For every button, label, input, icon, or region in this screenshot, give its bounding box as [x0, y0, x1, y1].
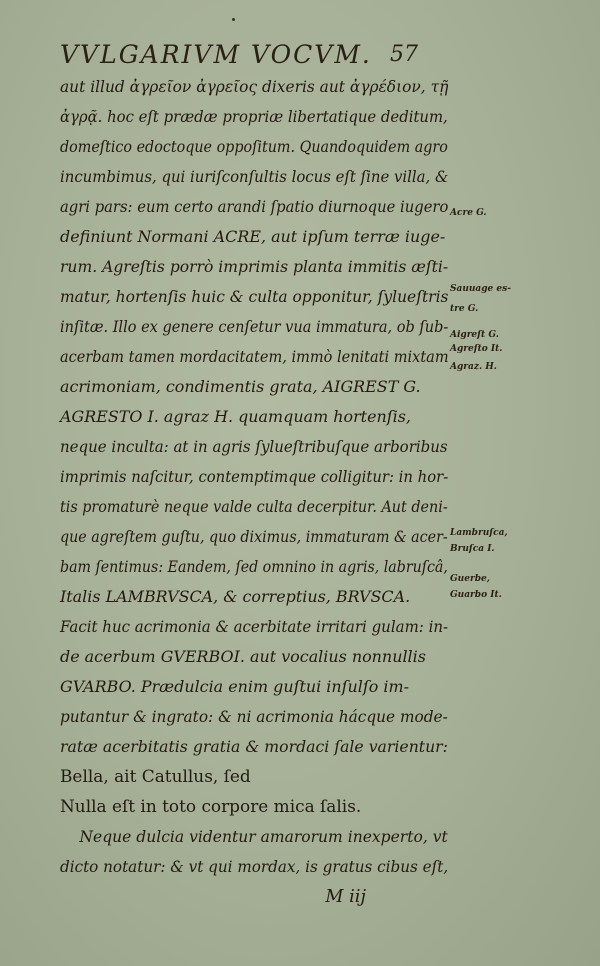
text-line: neque inculta: at in agris ſylueſtribuſque arboribus	[60, 437, 448, 456]
text-line: inſitæ. Illo ex genere cenſetur vua immatura, ob ſub-	[60, 317, 449, 336]
text-line: imprimis naſcitur, contemptimque colligitur: in hor-	[60, 467, 449, 486]
text-line: matur, hortenſis huic & culta opponitur, ſylueſtris	[60, 287, 449, 306]
text-line: bam ſentimus: Eandem, ſed omnino in agris, labruſcâ,	[60, 557, 448, 576]
text-line: ratæ acerbitatis gratia & mordaci ſale varientur:	[60, 737, 448, 756]
margin-note: Lambruſca,	[450, 528, 508, 538]
margin-note: Acre G.	[450, 208, 487, 218]
text-line: de acerbum GVERBOI. aut vocalius nonnullis	[60, 647, 426, 666]
text-line: que agreſtem guſtu, quo diximus, immaturam & acer-	[60, 527, 448, 546]
text-line: domeſtico edoctoque oppoſitum. Quandoquidem agro	[60, 137, 448, 156]
margin-note: Aigreſt G.	[450, 330, 499, 340]
text-line: putantur & ingrato: & ni acrimonia hácque mode-	[60, 707, 448, 726]
text-line: agri pars: eum certo arandi ſpatio diurnoque iugero	[60, 197, 449, 216]
text-line: rum. Agreſtis porrò imprimis planta immitis æſti-	[60, 257, 449, 276]
page-number: 57	[390, 42, 418, 67]
text-line: acrimoniam, condimentis grata, AIGREST G.	[60, 377, 421, 396]
text-line: GVARBO. Prædulcia enim guſtui inſulſo im-	[60, 677, 409, 696]
text-line: tis promaturè neque valde culta decerpitur. Aut deni-	[60, 497, 448, 516]
text-line: Italis LAMBRVSCA, & correptius, BRVSCA.	[60, 587, 411, 606]
margin-note: Agraz. H.	[450, 362, 497, 372]
text-line: acerbam tamen mordacitatem, immò lenitati mixtam	[60, 347, 449, 366]
margin-note: Guarbo It.	[450, 590, 502, 600]
margin-note: Bruſca I.	[450, 544, 495, 554]
signature-mark: M iij	[325, 886, 366, 907]
text-line: AGRESTO I. agraz H. quamquam hortenſis,	[60, 407, 411, 426]
page-header	[60, 40, 420, 70]
text-line: dicto notatur: & vt qui mordax, is gratus cibus eſt,	[60, 857, 449, 876]
margin-note: Guerbe,	[450, 574, 490, 584]
text-line: Facit huc acrimonia & acerbitate irritari gulam: in-	[60, 617, 449, 636]
margin-note: Sauuage es-	[450, 284, 511, 294]
running-title: VVLGARIVM VOCVM.	[60, 40, 372, 69]
margin-note: tre G.	[450, 304, 479, 314]
body-text	[60, 72, 450, 912]
text-line: Bella, ait Catullus, ſed	[60, 767, 251, 787]
text-line: aut illud ἀγρεῖον ἀγρεῖος dixeris aut ἀγρέδιον, τῇ	[60, 77, 449, 96]
text-line: incumbimus, qui iuriſconſultis locus eſt ſine villa, &	[60, 167, 449, 186]
ink-speck	[232, 18, 235, 21]
text-line: definiunt Normani ACRE, aut ipſum terræ iuge-	[60, 227, 446, 246]
text-line: ἀγρᾷ. hoc eſt prædæ propriæ libertatique deditum,	[60, 107, 448, 126]
margin-note: Agreſto It.	[450, 344, 503, 354]
verse-line: Nulla eſt in toto corpore mica ſalis.	[60, 797, 362, 817]
text-line: Neque dulcia videntur amarorum inexperto, vt	[79, 827, 448, 846]
